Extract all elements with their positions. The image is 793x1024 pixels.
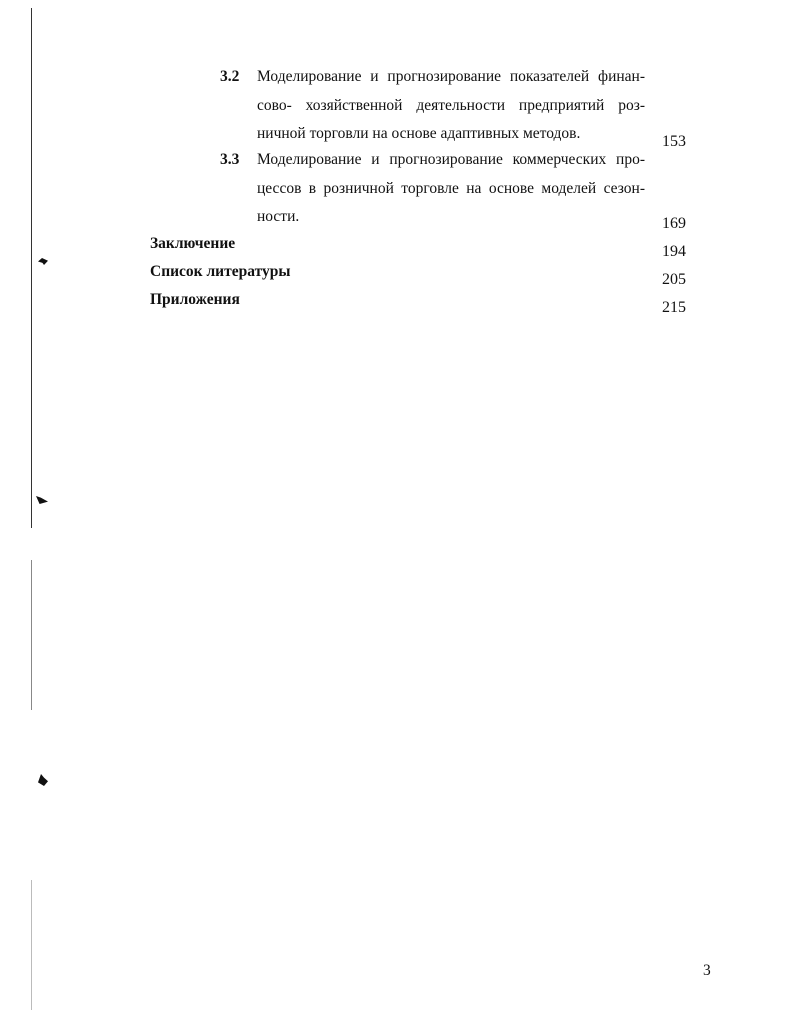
toc-section-number: 3.2	[220, 68, 240, 85]
scan-speck	[38, 258, 48, 265]
scan-binding-edge-bottom	[31, 880, 32, 1010]
toc-page-number: 169	[662, 215, 686, 232]
toc-page-number: 205	[662, 271, 686, 288]
toc-chapter-title: Список литературы	[150, 263, 291, 280]
scan-speck	[38, 774, 48, 786]
toc-title-line: ности.	[257, 208, 300, 225]
toc-title-line: Моделирование и прогнозирование показателей финан-	[257, 68, 645, 85]
scan-binding-edge-lower	[31, 560, 32, 710]
toc-page-number: 153	[662, 133, 686, 150]
toc-page-number: 194	[662, 243, 686, 260]
toc-title-line: Моделирование и прогнозирование коммерческих про-	[257, 151, 645, 168]
toc-title-line: сово- хозяйственной деятельности предприятий роз-	[257, 96, 645, 114]
toc-section-title	[257, 63, 645, 149]
page-number: 3	[703, 962, 711, 979]
toc-title-line: ничной торговли на основе адаптивных методов.	[257, 125, 581, 142]
toc-chapter-title: Приложения	[150, 291, 240, 308]
scan-binding-edge	[31, 8, 32, 528]
toc-page-number: 215	[662, 299, 686, 316]
toc-section-number: 3.3	[220, 151, 240, 168]
scan-speck	[36, 496, 48, 504]
toc-title-line: цессов в розничной торговле на основе моделей сезон-	[257, 179, 645, 197]
toc-chapter-title: Заключение	[150, 235, 236, 252]
toc-section-title	[257, 146, 645, 232]
